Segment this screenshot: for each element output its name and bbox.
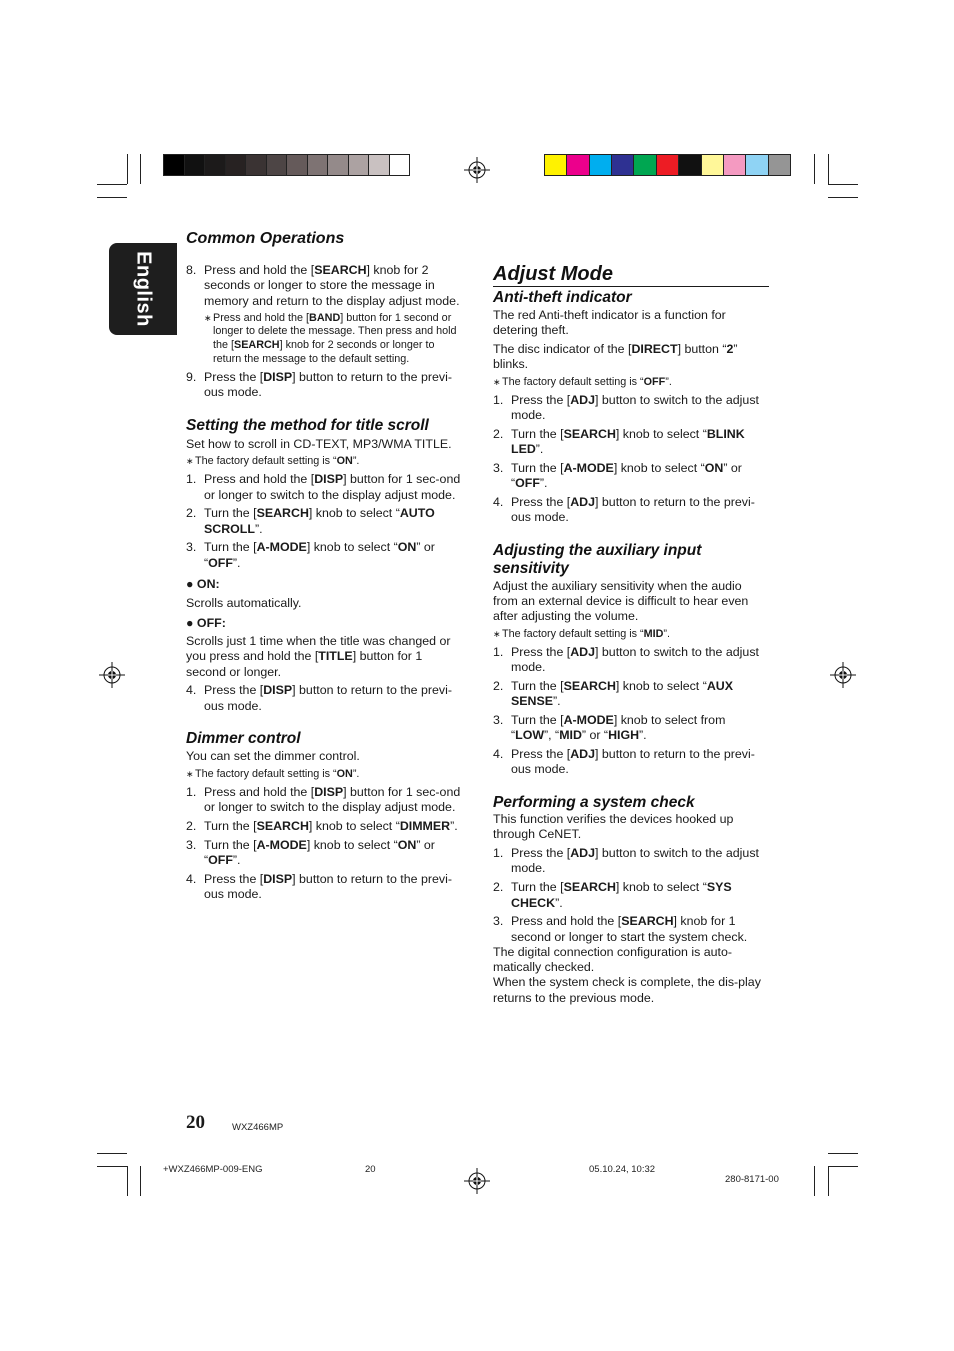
bold-term: A-MODE [563, 712, 614, 727]
system-check-heading: Performing a system check [493, 793, 695, 811]
default-note: ∗ The factory default setting is “OFF”. [493, 375, 672, 388]
bold-term: DISP [263, 871, 293, 886]
crop-mark [828, 184, 858, 185]
bold-term: A-MODE [256, 837, 307, 852]
bold-term: ON [336, 455, 353, 468]
crop-mark [814, 154, 815, 184]
color-swatch [590, 155, 612, 175]
crop-mark [140, 1166, 141, 1196]
bold-term: BAND [309, 311, 341, 324]
bold-term: OFF [515, 476, 540, 491]
bold-term: SEARCH [314, 263, 367, 277]
crop-mark [828, 154, 829, 184]
bold-term: SEARCH [563, 678, 616, 693]
list-item: 3. Turn the [A-MODE] knob to select “ON” or “OFF”. [493, 460, 742, 491]
list-item: 2. Turn the [SEARCH] knob to select “AUX SENSE”. [493, 678, 733, 709]
color-swatch [287, 155, 308, 175]
crop-mark [97, 197, 127, 198]
list-item: 1. Press the [ADJ] button to switch to the adjust mode. [493, 392, 759, 423]
list-item: 3. Press and hold the [SEARCH] knob for 1 second or longer to start the system check. [493, 914, 748, 944]
color-swatch [634, 155, 656, 175]
part-code: 280-8171-00 [725, 1174, 779, 1185]
crop-mark [127, 154, 128, 184]
color-swatch [369, 155, 390, 175]
default-note: ∗ The factory default setting is “ON”. [186, 767, 360, 780]
list-item: 1. Press and hold the [DISP] button for 1 sec-ond or longer to switch to the display adjust mode. [186, 472, 461, 502]
bold-term: ADJ [570, 392, 596, 407]
list-item: 4. Press the [ADJ] button to return to the previ-ous mode. [493, 746, 755, 777]
registration-target-icon [830, 662, 856, 688]
color-swatch [545, 155, 567, 175]
bold-term: ADJ [570, 495, 596, 510]
bold-term: AUX SENSE [511, 678, 733, 709]
note: ∗ Press and hold the [BAND] button for 1 second or longer to delete the message. Then press and hold the [SEARCH] knob for 2 seconds or longer to return the message to the default setting. [204, 311, 457, 365]
file-name: +WXZ466MP-009-ENG [163, 1164, 263, 1175]
page-small: 20 [365, 1164, 376, 1175]
color-swatch [226, 155, 247, 175]
color-swatch [164, 155, 185, 175]
bold-term: SEARCH [563, 426, 616, 441]
option-off-desc: Scrolls just 1 time when the title was changed or you press and hold the [TITLE] button for 1 second or longer. [186, 633, 451, 679]
registration-target-icon [464, 1168, 490, 1194]
list-item: 8. Press and hold the [SEARCH] knob for 2 seconds or longer to store the message in memory and return to the display adjust mode. [186, 263, 460, 308]
dimmer-intro: You can set the dimmer control. [186, 749, 360, 764]
bold-term: DISP [314, 784, 344, 799]
list-item: 3. Turn the [A-MODE] knob to select “ON” or “OFF”. [186, 837, 435, 867]
crop-mark [828, 1166, 829, 1196]
bold-term: 2 [726, 342, 734, 357]
list-item: 2. Turn the [SEARCH] knob to select “SYS CHECK”. [493, 880, 732, 910]
anti-theft-intro-2: The disc indicator of the [DIRECT] button “2” blinks. [493, 342, 738, 372]
bold-term: A-MODE [563, 460, 614, 475]
crop-mark [828, 197, 858, 198]
list-item: 4. Press the [ADJ] button to return to the previ-ous mode. [493, 495, 755, 525]
list-item: 3. Turn the [A-MODE] knob to select “ON” or “OFF”. [186, 540, 435, 570]
model-name: WXZ466MP [232, 1122, 284, 1133]
bold-term: MID [643, 627, 664, 640]
bold-term: AUTO SCROLL [204, 506, 435, 536]
bold-term: SEARCH [256, 818, 309, 833]
list-item: 2. Turn the [SEARCH] knob to select “DIMMER”. [186, 818, 458, 833]
list-item: 1. Press the [ADJ] button to switch to the adjust mode. [493, 644, 759, 674]
color-swatch [746, 155, 768, 175]
option-on-label: ● ON: [186, 577, 220, 592]
bold-term: LOW [515, 728, 545, 743]
list-item: 3. Turn the [A-MODE] knob to select from “LOW”, “MID” or “HIGH”. [493, 712, 726, 743]
aux-intro: Adjust the auxiliary sensitivity when the audio from an external device is difficult to hear even after adjusting the volume. [493, 578, 749, 624]
crop-mark [97, 184, 127, 185]
bold-term: SEARCH [563, 880, 616, 895]
color-swatch [267, 155, 288, 175]
color-swatch [185, 155, 206, 175]
list-item: 1. Press the [ADJ] button to switch to the adjust mode. [493, 846, 759, 876]
bold-term: A-MODE [256, 540, 307, 555]
list-item: 9. Press the [DISP] button to return to the previ-ous mode. [186, 369, 452, 400]
bold-term: SEARCH [621, 914, 674, 929]
bold-term: ADJ [570, 644, 596, 659]
bold-term: ADJ [570, 746, 596, 761]
print-date: 05.10.24, 10:32 [589, 1164, 656, 1175]
section-title-block [186, 230, 466, 249]
option-off-label: ● OFF: [186, 615, 226, 630]
bold-term: TITLE [318, 649, 353, 664]
color-calibration-bar [544, 154, 791, 176]
bold-term: SYS CHECK [511, 880, 732, 910]
system-check-intro: This function verifies the devices hooked up through CeNET. [493, 812, 734, 842]
bold-term: MID [559, 728, 582, 743]
bold-term: BLINK LED [511, 426, 745, 457]
system-check-note-1: The digital connection configuration is auto-matically checked. [493, 944, 733, 975]
left-column [186, 263, 464, 902]
color-swatch [567, 155, 589, 175]
color-swatch [308, 155, 329, 175]
crop-mark [97, 1153, 127, 1154]
bold-term: DIMMER [399, 818, 451, 833]
default-note: ∗ The factory default setting is “ON”. [186, 455, 360, 468]
list-item: 4. Press the [DISP] button to return to the previ-ous mode. [186, 683, 452, 713]
language-tab-label: English [132, 251, 155, 327]
crop-mark [828, 1153, 858, 1154]
crop-mark [97, 1166, 127, 1167]
color-swatch [679, 155, 701, 175]
color-swatch [328, 155, 349, 175]
registration-target-icon [99, 662, 125, 688]
title-scroll-heading: Setting the method for title scroll [186, 417, 429, 435]
bold-term: OFF [208, 852, 233, 867]
grayscale-calibration-bar [163, 154, 410, 176]
bold-term: OFF [208, 555, 233, 570]
bold-term: DISP [314, 472, 344, 487]
option-on-desc: Scrolls automatically. [186, 596, 302, 611]
dimmer-heading: Dimmer control [186, 729, 301, 747]
bold-term: SEARCH [256, 506, 309, 521]
color-swatch [702, 155, 724, 175]
bold-term: ON [704, 460, 724, 475]
registration-target-icon [464, 157, 490, 183]
anti-theft-heading: Anti-theft indicator [493, 289, 632, 306]
bold-term: DISP [263, 683, 293, 698]
bold-term: DISP [263, 369, 293, 384]
bold-term: ON [397, 540, 417, 555]
bold-term: ON [397, 837, 417, 852]
color-swatch [769, 155, 790, 175]
color-swatch [246, 155, 267, 175]
aux-heading: Adjusting the auxiliary input sensitivity [493, 541, 702, 578]
color-swatch [205, 155, 226, 175]
page-number: 20 [186, 1112, 205, 1133]
list-item: 2. Turn the [SEARCH] knob to select “BLINK LED”. [493, 426, 745, 457]
bold-term: ON [336, 767, 353, 780]
right-column [493, 262, 769, 1006]
system-check-note-2: When the system check is complete, the dis-play returns to the previous mode. [493, 975, 761, 1005]
list-item: 2. Turn the [SEARCH] knob to select “AUTO SCROLL”. [186, 506, 435, 536]
crop-mark [140, 154, 141, 184]
color-swatch [724, 155, 746, 175]
bold-term: OFF [643, 375, 666, 388]
crop-mark [814, 1166, 815, 1196]
list-item: 1. Press and hold the [DISP] button for 1 sec-ond or longer to switch to the display adjust mode. [186, 784, 461, 815]
default-note: ∗ The factory default setting is “MID”. [493, 627, 671, 640]
title-scroll-intro: Set how to scroll in CD-TEXT, MP3/WMA TITLE. [186, 436, 452, 451]
adjust-mode-title: Adjust Mode [493, 262, 769, 287]
bold-term: DIRECT [631, 342, 678, 357]
crop-mark [828, 1166, 858, 1167]
bold-term: HIGH [608, 728, 640, 743]
language-tab [109, 243, 177, 335]
crop-mark [127, 1166, 128, 1196]
anti-theft-intro: The red Anti-theft indicator is a function for detering theft. [493, 307, 726, 337]
bold-term: SEARCH [234, 339, 280, 352]
bold-term: ADJ [570, 846, 596, 861]
color-swatch [390, 155, 410, 175]
section-title: Common Operations [186, 230, 345, 247]
list-item: 4. Press the [DISP] button to return to the previ-ous mode. [186, 871, 452, 902]
color-swatch [657, 155, 679, 175]
color-swatch [612, 155, 634, 175]
color-swatch [349, 155, 370, 175]
